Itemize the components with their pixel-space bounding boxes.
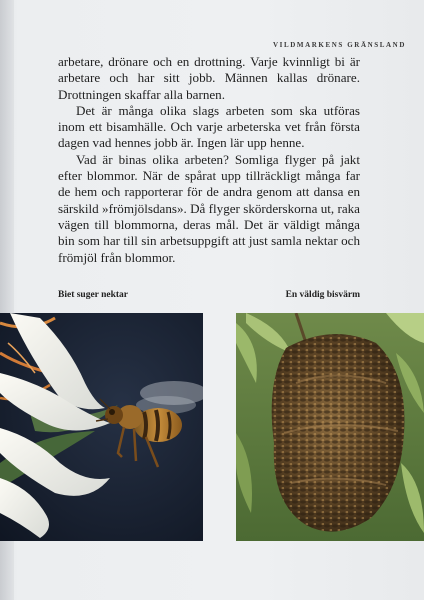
paragraph-1: arbetare, drönare och en drottning. Varje kvinnligt bi är arbetare och har sitt jobb. Männen kallas drönare. Drottningen skaffar alla barnen. xyxy=(58,54,360,102)
paragraph-3: Vad är binas olika arbeten? Somliga flyger på jakt efter blommor. När de spårat upp tillräckligt många far de hem och rapporterar för de andra genom att dansa en särskild »frömjölsdans». Då flyger skörderskorna ut, raka vägen till blommorna, deras mål. Det är väldigt många bin som har till sin arbetsuppgift att just samla nektar och frömjöl från blommor. xyxy=(58,151,360,265)
paragraph-2: Det är många olika slags arbeten som ska utföras inom ett bisamhälle. Och varje arbeterska vet från första dagen vad hennes jobb är. Ingen lär upp henne. xyxy=(58,102,360,151)
running-head: VILDMARKENS GRÄNSLAND xyxy=(273,41,406,49)
photo-bee-swarm xyxy=(236,313,424,541)
caption-bee-nectar: Biet suger nektar xyxy=(58,290,129,300)
body-text xyxy=(58,54,360,266)
photo-bee-nectar xyxy=(0,313,203,541)
caption-bee-swarm: En väldig bisvärm xyxy=(285,290,360,300)
